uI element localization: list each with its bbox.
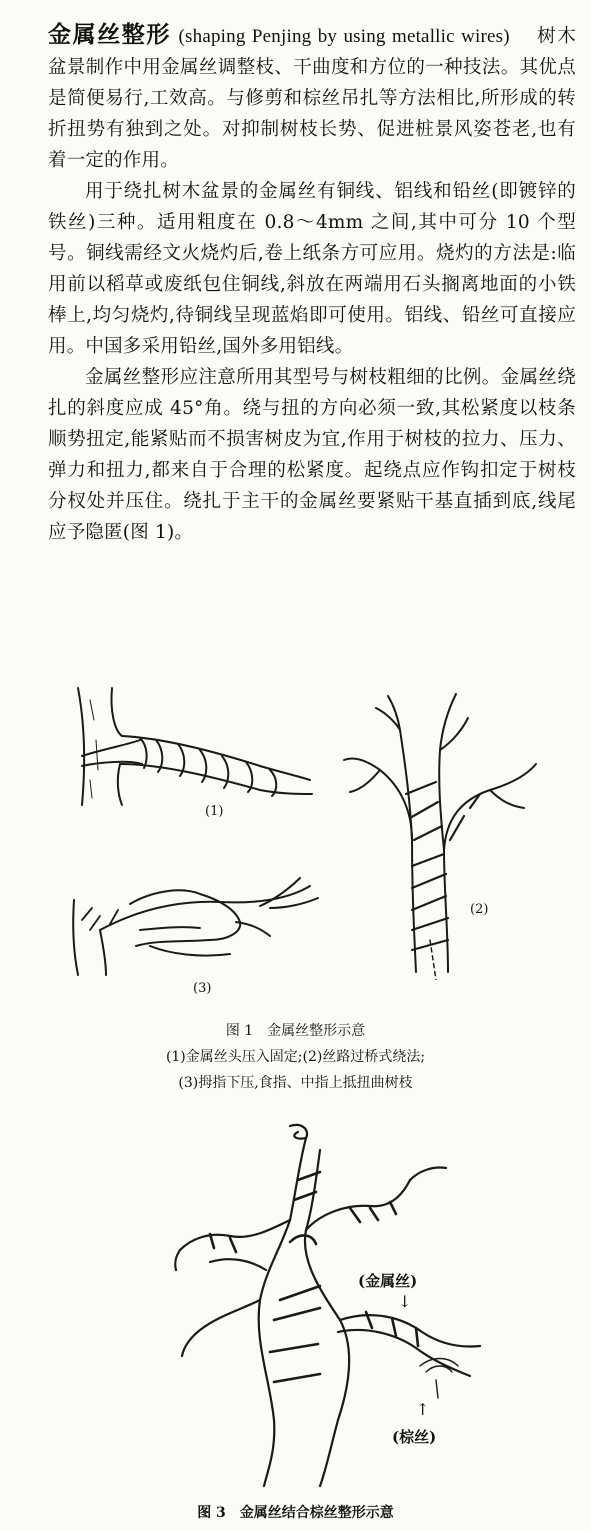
figure1-panel1-illustration	[60, 680, 320, 810]
entry-paragraph	[48, 20, 576, 176]
article-text	[48, 20, 576, 548]
figure1-panel3-illustration	[60, 870, 330, 980]
figure1-label-1: (1)	[205, 804, 224, 819]
paragraph-wire-types: 用于绕扎树木盆景的金属丝有铜线、铝线和铅丝(即镀锌的铁丝)三种。适用粗度在 0.8～4mm 之间,其中可分 10 个型号。铜线需经文火烧灼后,卷上纸条方可应用。烧灼的方法是:临用前以稻草或废纸包住铜线,斜放在两端用石头搁离地面的小铁棒上,均匀烧灼,待铜线呈现蓝焰即可使用。铝线、铅丝可直接应用。中国多采用铅丝,国外多用铝线。	[48, 181, 576, 357]
figure3-label-wire: (金属丝)	[358, 1272, 418, 1290]
figure1-caption	[0, 1018, 591, 1096]
figure1-panel2-illustration	[340, 690, 540, 980]
figure1-label-3: (3)	[193, 981, 212, 996]
figure3-label-palm: (棕丝)	[392, 1428, 437, 1446]
figure3-palm-arrow: ↑	[416, 1400, 430, 1419]
figure1-label-2: (2)	[470, 902, 489, 917]
entry-english: (shaping Penjing by using metallic wires)	[178, 26, 510, 47]
figure1-caption-line1: (1)金属丝头压入固定;(2)丝路过桥式绕法;	[165, 1049, 426, 1065]
figure3-caption: 图 3 金属丝结合棕丝整形示意	[197, 1505, 394, 1521]
figure3-illustration	[170, 1120, 500, 1490]
figure3-wire-arrow: ↓	[398, 1292, 412, 1311]
entry-definition: 树木盆景制作中用金属丝调整枝、干曲度和方位的一种技法。其优点是简便易行,工效高。与修剪和棕丝吊扎等方法相比,所形成的转折扭势有独到之处。对抑制树枝长势、促进桩景风姿苍老,也有着一定的作用。	[48, 26, 576, 171]
entry-term: 金属丝整形	[48, 22, 172, 48]
paragraph-wiring-method: 金属丝整形应注意所用其型号与树枝粗细的比例。金属丝绕扎的斜度应成 45°角。绕与扭的方向必须一致,其松紧度以枝条顺势扭定,能紧贴而不损害树皮为宜,作用于树枝的拉力、压力、弹力和扭力,都来自于合理的松紧度。起绕点应作钩扣定于树枝分杈处并压住。绕扎于主干的金属丝要紧贴干基直插到底,线尾应予隐匿(图 1)。	[48, 367, 576, 543]
figure1-caption-line2: (3)拇指下压,食指、中指上抵扭曲树枝	[178, 1075, 413, 1091]
figure1-caption-title: 图 1 金属丝整形示意	[225, 1023, 366, 1039]
